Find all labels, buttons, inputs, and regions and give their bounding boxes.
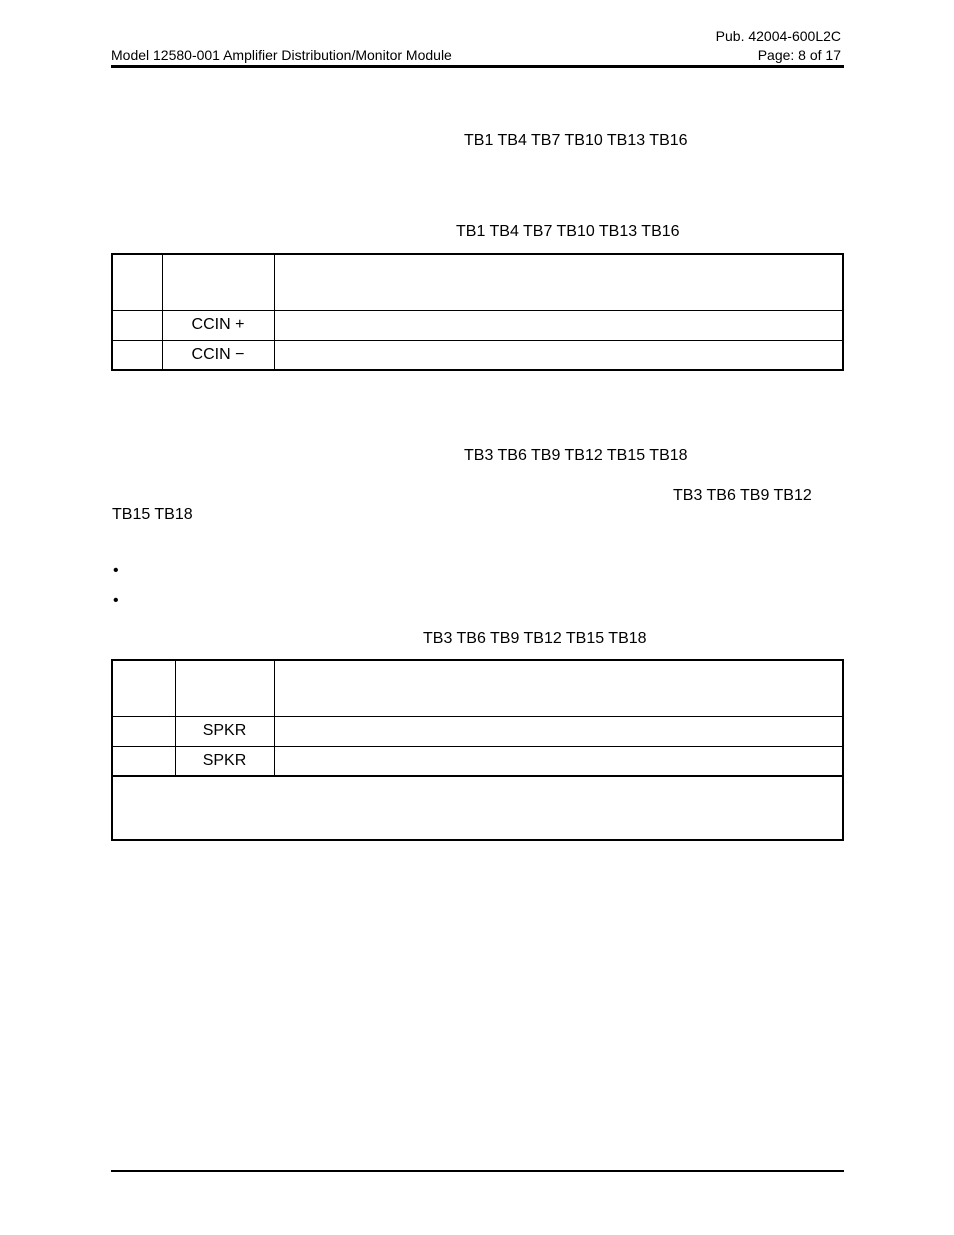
cc-terminal-list: TB1 TB4 TB7 TB10 TB13 TB16 [464, 132, 688, 149]
spkr-table-caption: TB3 TB6 TB9 TB12 TB15 TB18 [423, 630, 647, 647]
bullet-item: • [113, 562, 119, 579]
pin-cell [112, 310, 162, 340]
footer-rule [111, 1170, 844, 1172]
table-row [112, 310, 843, 340]
signal-cell: CCIN + [162, 310, 274, 340]
description-cell [274, 716, 843, 746]
table-row [112, 340, 843, 370]
table-row [112, 716, 843, 746]
signal-cell: CCIN − [162, 340, 274, 370]
cc-table-caption: TB1 TB4 TB7 TB10 TB13 TB16 [456, 223, 680, 240]
header-cell [274, 254, 843, 310]
spkr-terminal-list: TB3 TB6 TB9 TB12 TB15 TB18 [464, 447, 688, 464]
table-header-row [112, 254, 843, 310]
description-cell [274, 746, 843, 776]
pin-cell [112, 340, 162, 370]
bullet-item: • [113, 592, 119, 609]
document-title: Model 12580-001 Amplifier Distribution/Monitor Module [111, 47, 452, 63]
note-cell [112, 776, 843, 840]
pin-cell [112, 716, 175, 746]
header-cell [162, 254, 274, 310]
header-cell [112, 254, 162, 310]
spkr-terminal-list-wrap: TB15 TB18 [112, 506, 193, 523]
header-cell [112, 660, 175, 716]
header-cell [175, 660, 274, 716]
spkr-terminal-table [111, 659, 844, 841]
page-number: Page: 8 of 17 [757, 47, 841, 63]
description-cell [274, 340, 843, 370]
description-cell [274, 310, 843, 340]
table-note-row [112, 776, 843, 840]
header-cell [274, 660, 843, 716]
table-row [112, 746, 843, 776]
pub-number: Pub. 42004-600L2C [715, 28, 841, 44]
signal-cell: SPKR [175, 746, 274, 776]
signal-cell: SPKR [175, 716, 274, 746]
header-rule [111, 65, 844, 68]
pin-cell [112, 746, 175, 776]
table-header-row [112, 660, 843, 716]
cc-terminal-table [111, 253, 844, 371]
spkr-terminal-list-continued: TB3 TB6 TB9 TB12 [673, 487, 812, 504]
